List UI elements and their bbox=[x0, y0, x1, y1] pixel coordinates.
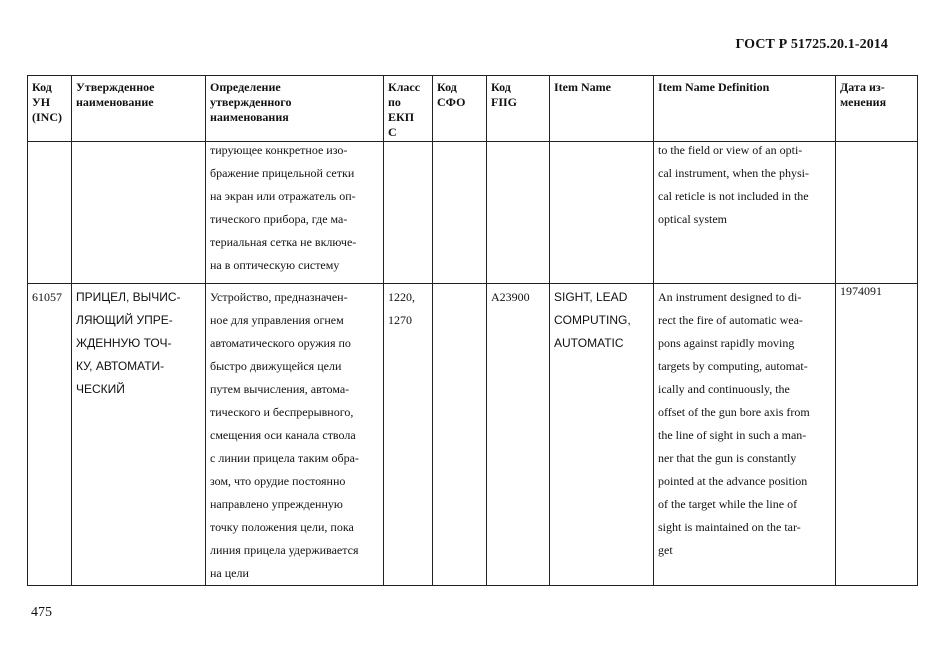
classification-table bbox=[27, 75, 918, 586]
text-line: ПРИЦЕЛ, ВЫЧИС- bbox=[76, 290, 181, 304]
text-line: the line of sight in such a man- bbox=[658, 428, 807, 442]
text-line: Устройство, предназначен- bbox=[210, 290, 348, 304]
header-line: Утвержденное bbox=[76, 80, 155, 94]
header-line: менения bbox=[840, 95, 887, 109]
text-line: КУ, АВТОМАТИ- bbox=[76, 359, 165, 373]
cell-fiig bbox=[487, 284, 550, 586]
text-line: тического и беспрерывного, bbox=[210, 405, 354, 419]
header-item-name-definition bbox=[654, 76, 836, 142]
header-line: УН bbox=[32, 95, 51, 109]
cell-approved-name bbox=[72, 284, 206, 586]
text-line: териальная сетка не включе- bbox=[210, 235, 357, 249]
text-line: точку положения цели, пока bbox=[210, 520, 354, 534]
text-line: optical system bbox=[658, 212, 727, 226]
cell-approved-name bbox=[72, 142, 206, 284]
text-line: 1270 bbox=[388, 313, 412, 327]
header-line: по bbox=[388, 95, 401, 109]
text-line: автоматического оружия по bbox=[210, 336, 351, 350]
header-fiig-code bbox=[487, 76, 550, 142]
text-line: sight is maintained on the tar- bbox=[658, 520, 801, 534]
cell-inc bbox=[28, 284, 72, 586]
header-name-definition bbox=[206, 76, 384, 142]
cell-definition-en bbox=[654, 142, 836, 284]
text-line: на цели bbox=[210, 566, 249, 580]
header-sfo-code bbox=[433, 76, 487, 142]
header-line: С bbox=[388, 125, 397, 139]
header-line: Код bbox=[437, 80, 457, 94]
cell-fiig bbox=[487, 142, 550, 284]
text-line: cal reticle is not included in the bbox=[658, 189, 809, 203]
cell-inc bbox=[28, 142, 72, 284]
header-line: Определение bbox=[210, 80, 281, 94]
cell-definition-ru bbox=[206, 284, 384, 586]
text-line: targets by computing, automat- bbox=[658, 359, 808, 373]
document-title: ГОСТ Р 51725.20.1-2014 bbox=[735, 37, 888, 52]
table-row bbox=[28, 284, 918, 586]
text-line: of the target while the line of bbox=[658, 497, 798, 511]
text-line: ically and continuously, the bbox=[658, 382, 790, 396]
header-line: Item Name bbox=[554, 80, 611, 94]
cell-item-name bbox=[550, 284, 654, 586]
header-line: наименование bbox=[76, 95, 154, 109]
header-line: Дата из- bbox=[840, 80, 885, 94]
text-line: rect the fire of automatic wea- bbox=[658, 313, 803, 327]
header-line: Код bbox=[32, 80, 52, 94]
cell-item-name bbox=[550, 142, 654, 284]
header-item-name bbox=[550, 76, 654, 142]
text-line: offset of the gun bore axis from bbox=[658, 405, 810, 419]
text-line: SIGHT, LEAD bbox=[554, 290, 628, 304]
header-class bbox=[384, 76, 433, 142]
text-line: бражение прицельной сетки bbox=[210, 166, 355, 180]
text-line: get bbox=[658, 543, 673, 557]
header-line: Item Name Definition bbox=[658, 80, 770, 94]
header-line: FIIG bbox=[491, 95, 518, 109]
cell-class bbox=[384, 142, 433, 284]
cell-definition-en bbox=[654, 284, 836, 586]
text-line: ЛЯЮЩИЙ УПРЕ- bbox=[76, 313, 173, 327]
header-line: утвержденного bbox=[210, 95, 292, 109]
header-change-date bbox=[836, 76, 918, 142]
header-approved-name bbox=[72, 76, 206, 142]
text-line: зом, что орудие постоянно bbox=[210, 474, 346, 488]
cell-sfo bbox=[433, 142, 487, 284]
text-line: на экран или отражатель оп- bbox=[210, 189, 356, 203]
text-line: тирующее конкретное изо- bbox=[210, 143, 348, 157]
header-inc bbox=[28, 76, 72, 142]
page-number: 475 bbox=[31, 605, 52, 620]
text-line: ное для управления огнем bbox=[210, 313, 344, 327]
header-line: наименования bbox=[210, 110, 289, 124]
text-line: смещения оси канала ствола bbox=[210, 428, 356, 442]
header-line: (INC) bbox=[32, 110, 62, 124]
inc-value: 61057 bbox=[32, 290, 62, 304]
text-line: cal instrument, when the physi- bbox=[658, 166, 809, 180]
date-value: 1974091 bbox=[840, 284, 882, 298]
text-line: путем вычисления, автома- bbox=[210, 382, 350, 396]
cell-class bbox=[384, 284, 433, 586]
header-line: СФО bbox=[437, 95, 466, 109]
table-header-row bbox=[28, 76, 918, 142]
text-line: pons against rapidly moving bbox=[658, 336, 795, 350]
text-line: тического прибора, где ма- bbox=[210, 212, 348, 226]
cell-definition-ru bbox=[206, 142, 384, 284]
header-line: Класс bbox=[388, 80, 421, 94]
text-line: ЧЕСКИЙ bbox=[76, 382, 125, 396]
text-line: быстро движущейся цели bbox=[210, 359, 342, 373]
text-line: 1220, bbox=[388, 290, 415, 304]
text-line: An instrument designed to di- bbox=[658, 290, 802, 304]
text-line: pointed at the advance position bbox=[658, 474, 808, 488]
text-line: с линии прицела таким обра- bbox=[210, 451, 359, 465]
text-line: направлено упрежденную bbox=[210, 497, 343, 511]
text-line: на в оптическую систему bbox=[210, 258, 340, 272]
fiig-value: A23900 bbox=[491, 290, 530, 304]
table-row-continuation bbox=[28, 142, 918, 284]
text-line: COMPUTING, bbox=[554, 313, 631, 327]
cell-date bbox=[836, 142, 918, 284]
text-line: to the field or view of an opti- bbox=[658, 143, 803, 157]
header-line: Код bbox=[491, 80, 511, 94]
header-line: ЕКП bbox=[388, 110, 415, 124]
text-line: AUTOMATIC bbox=[554, 336, 624, 350]
text-line: ner that the gun is constantly bbox=[658, 451, 797, 465]
text-line: ЖДЕННУЮ ТОЧ- bbox=[76, 336, 172, 350]
text-line: линия прицела удерживается bbox=[210, 543, 359, 557]
cell-sfo bbox=[433, 284, 487, 586]
cell-date bbox=[836, 284, 918, 586]
